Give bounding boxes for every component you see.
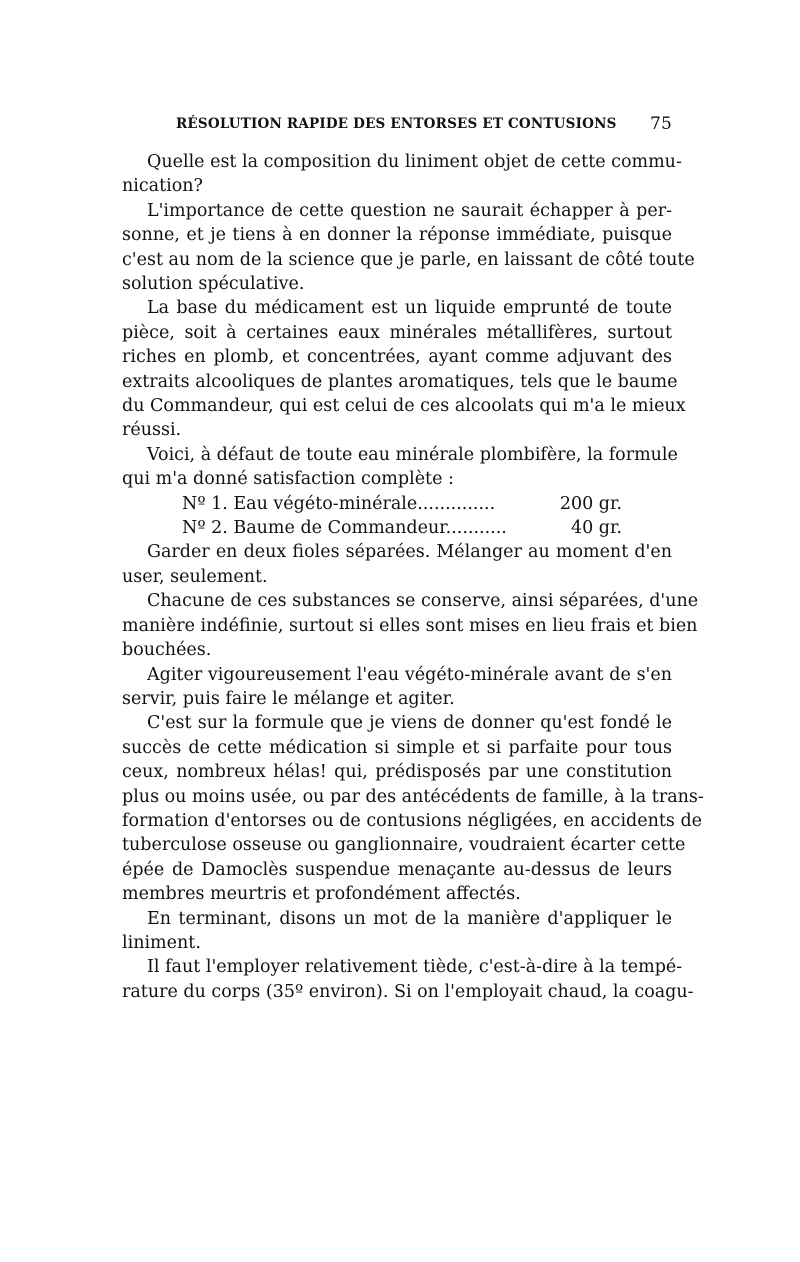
page-number: 75 — [649, 114, 672, 134]
paragraph — [122, 663, 672, 712]
text-line: pièce, soit à certaines eaux minérales métallifères, surtout — [122, 322, 672, 343]
text-line: membres meurtris et profondément affectés. — [122, 884, 521, 905]
text-line: réussi. — [122, 420, 182, 441]
paragraph — [122, 540, 672, 589]
text-line: C'est sur la formule que je viens de donner qu'est fondé le — [147, 713, 672, 734]
body-text — [122, 150, 704, 1004]
text-line: Chacune de ces substances se conserve, ainsi séparées, d'une — [147, 591, 699, 612]
text-line: riches en plomb, et concentrées, ayant comme adjuvant des — [122, 347, 672, 368]
formula-quantity: 200 gr. — [559, 493, 622, 514]
text-line: qui m'a donné satisfaction complète : — [122, 469, 454, 490]
running-header — [176, 116, 672, 132]
text-line: c'est au nom de la science que je parle, en laissant de côté toute — [122, 249, 695, 270]
formula-quantity: 40 gr. — [570, 518, 622, 539]
formula-row — [122, 492, 672, 516]
text-line: sonne, et je tiens à en donner la réponse immédiate, puisque — [122, 225, 672, 246]
paragraph — [122, 955, 694, 1004]
formula-ingredient: Nº 2. Baume de Commandeur........... — [182, 518, 507, 539]
paragraph — [122, 443, 678, 492]
text-line: L'importance de cette question ne saurait échapper à per- — [147, 200, 672, 221]
text-line: Voici, à défaut de toute eau minérale plombifère, la formule — [147, 444, 678, 465]
text-line: solution spéculative. — [122, 274, 305, 295]
text-line: du Commandeur, qui est celui de ces alcoolats qui m'a le mieux — [122, 396, 686, 417]
text-line: Il faut l'employer relativement tiède, c'est-à-dire à la tempé- — [147, 957, 683, 978]
text-line: user, seulement. — [122, 566, 268, 587]
text-line: liniment. — [122, 932, 201, 953]
text-line: succès de cette médication si simple et si parfaite pour tous — [122, 737, 672, 758]
formula-row — [122, 516, 672, 540]
text-line: formation d'entorses ou de contusions négligées, en accidents de — [122, 810, 703, 831]
paragraph — [122, 907, 672, 956]
text-line: rature du corps (35º environ). Si on l'employait chaud, la coagu- — [122, 981, 694, 1002]
text-line: La base du médicament est un liquide emprunté de toute — [147, 298, 672, 319]
paragraph — [122, 150, 682, 199]
text-line: En terminant, disons un mot de la manière d'appliquer le — [147, 908, 672, 929]
paragraph — [122, 711, 704, 906]
text-line: servir, puis faire le mélange et agiter. — [122, 688, 455, 709]
text-line: tuberculose osseuse ou ganglionnaire, voudraient écarter cette — [122, 835, 686, 856]
text-line: extraits alcooliques de plantes aromatiques, tels que le baume — [122, 371, 678, 392]
text-line: Agiter vigoureusement l'eau végéto-minérale avant de s'en — [147, 664, 672, 685]
text-line: Quelle est la composition du liniment objet de cette commu- — [147, 152, 682, 172]
paragraph — [122, 589, 699, 662]
paragraph — [122, 296, 686, 442]
text-line: ceux, nombreux hélas! qui, prédisposés par une constitution — [122, 762, 672, 783]
formula-ingredient: Nº 1. Eau végéto-minérale.............. — [182, 493, 496, 514]
running-title: RÉSOLUTION RAPIDE DES ENTORSES ET CONTUSIONS — [176, 116, 617, 132]
text-line: plus ou moins usée, ou par des antécédents de famille, à la trans- — [122, 786, 704, 807]
text-line: bouchées. — [122, 640, 212, 661]
text-line: nication? — [122, 176, 203, 197]
text-line: épée de Damoclès suspendue menaçante au-dessus de leurs — [122, 859, 672, 880]
text-line: manière indéfinie, surtout si elles sont mises en lieu frais et bien — [122, 615, 698, 636]
paragraph — [122, 199, 695, 297]
text-line: Garder en deux fioles séparées. Mélanger au moment d'en — [147, 542, 672, 563]
